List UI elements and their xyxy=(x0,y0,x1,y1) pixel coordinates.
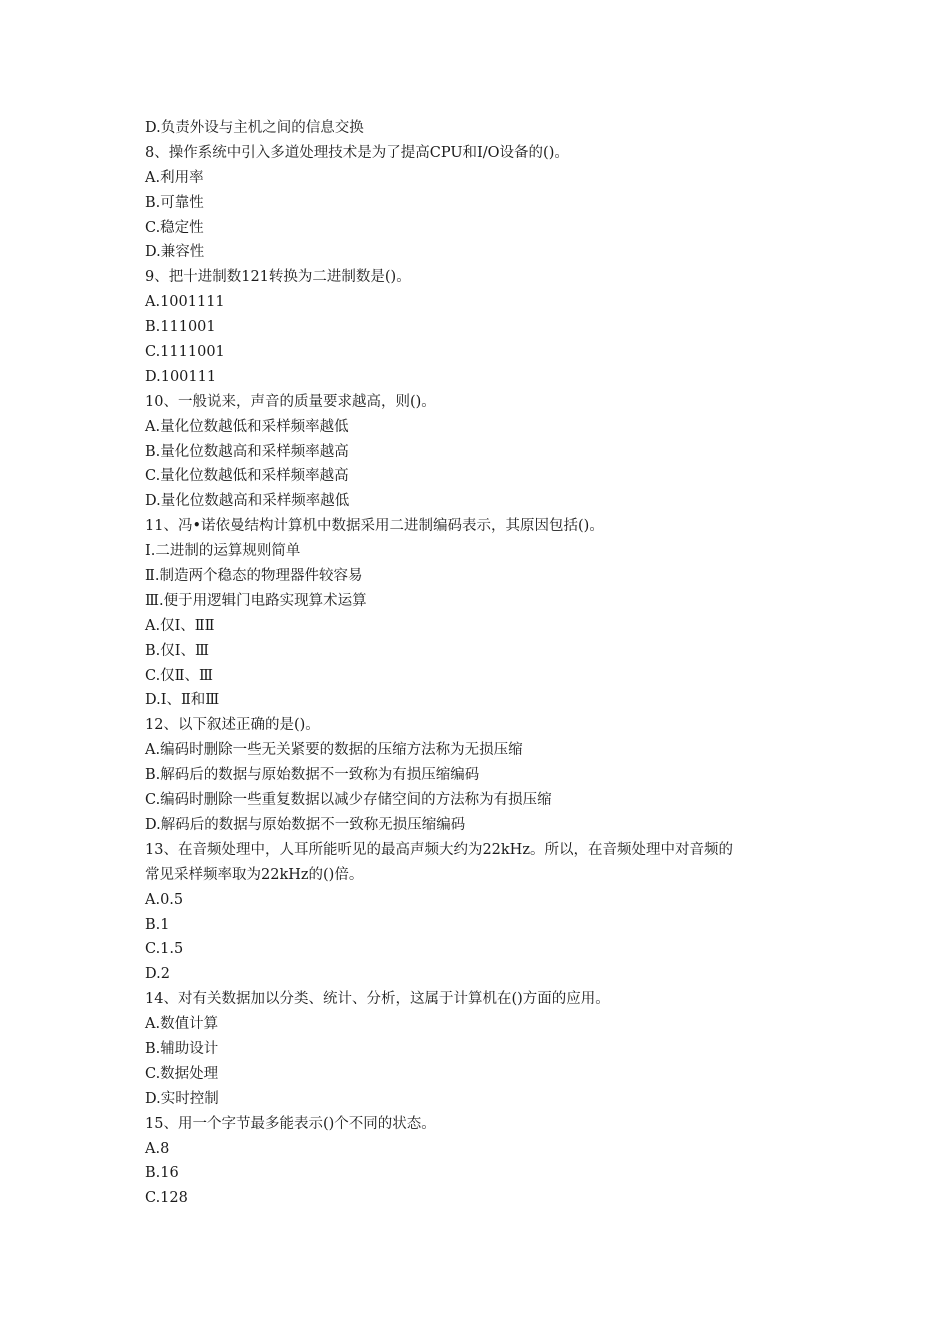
question-line: 14、对有关数据加以分类、统计、分析，这属于计算机在()方面的应用。 xyxy=(145,991,610,1008)
option-line: B.16 xyxy=(145,1165,179,1182)
option-line: D.2 xyxy=(145,966,170,983)
option-line: A.利用率 xyxy=(145,169,204,186)
option-line: C.量化位数越低和采样频率越高 xyxy=(145,468,349,485)
option-line: D.100111 xyxy=(145,368,217,385)
option-line: B.1 xyxy=(145,916,170,933)
option-line: D.解码后的数据与原始数据不一致称无损压缩编码 xyxy=(145,816,466,833)
question-line: 13、在音频处理中，人耳所能听见的最高声频大约为22kHz。所以，在音频处理中对音频的 xyxy=(145,841,733,858)
document-body xyxy=(145,116,825,1211)
option-line: B.辅助设计 xyxy=(145,1040,219,1057)
question-line: 12、以下叙述正确的是()。 xyxy=(145,717,320,734)
option-line: A.量化位数越低和采样频率越低 xyxy=(145,418,349,435)
option-line: B.可靠性 xyxy=(145,194,204,211)
option-line: D.量化位数越高和采样频率越低 xyxy=(145,493,350,510)
question-line: 9、把十进制数121转换为二进制数是()。 xyxy=(145,269,411,286)
option-line: C.128 xyxy=(145,1190,188,1207)
option-line: B.量化位数越高和采样频率越高 xyxy=(145,443,349,460)
option-line: C.稳定性 xyxy=(145,219,204,236)
option-line: C.数据处理 xyxy=(145,1065,219,1082)
question-line: 10、一般说来，声音的质量要求越高，则()。 xyxy=(145,393,436,410)
option-line: B.解码后的数据与原始数据不一致称为有损压缩编码 xyxy=(145,767,480,784)
option-line: D.I、Ⅱ和Ⅲ xyxy=(145,692,220,709)
option-line: B.仅I、Ⅲ xyxy=(145,642,209,659)
option-line: D.实时控制 xyxy=(145,1090,219,1107)
option-line: B.111001 xyxy=(145,319,216,336)
question-line: 8、操作系统中引入多道处理技术是为了提高CPU和I/O设备的()。 xyxy=(145,144,569,161)
option-line: A.8 xyxy=(145,1140,170,1157)
option-line: C.1.5 xyxy=(145,941,184,958)
option-line: D.负责外设与主机之间的信息交换 xyxy=(145,120,364,136)
option-line: A.1001111 xyxy=(145,294,225,311)
question-line: 常见采样频率取为22kHz的()倍。 xyxy=(145,866,364,883)
statement-line: I.二进制的运算规则简单 xyxy=(145,543,301,560)
statement-line: Ⅱ.制造两个稳态的物理器件较容易 xyxy=(145,568,363,585)
statement-line: Ⅲ.便于用逻辑门电路实现算术运算 xyxy=(145,592,367,609)
question-line: 11、冯•诺依曼结构计算机中数据采用二进制编码表示，其原因包括()。 xyxy=(145,518,604,535)
option-line: D.兼容性 xyxy=(145,244,205,261)
option-line: A.编码时删除一些无关紧要的数据的压缩方法称为无损压缩 xyxy=(145,742,523,759)
option-line: A.仅I、ⅡⅡ xyxy=(145,617,215,634)
option-line: C.1111001 xyxy=(145,344,225,361)
option-line: A.数值计算 xyxy=(145,1016,219,1033)
option-line: C.编码时删除一些重复数据以减少存储空间的方法称为有损压缩 xyxy=(145,792,552,809)
option-line: C.仅Ⅱ、Ⅲ xyxy=(145,667,214,684)
question-line: 15、用一个字节最多能表示()个不同的状态。 xyxy=(145,1115,436,1132)
option-line: A.0.5 xyxy=(145,891,184,908)
